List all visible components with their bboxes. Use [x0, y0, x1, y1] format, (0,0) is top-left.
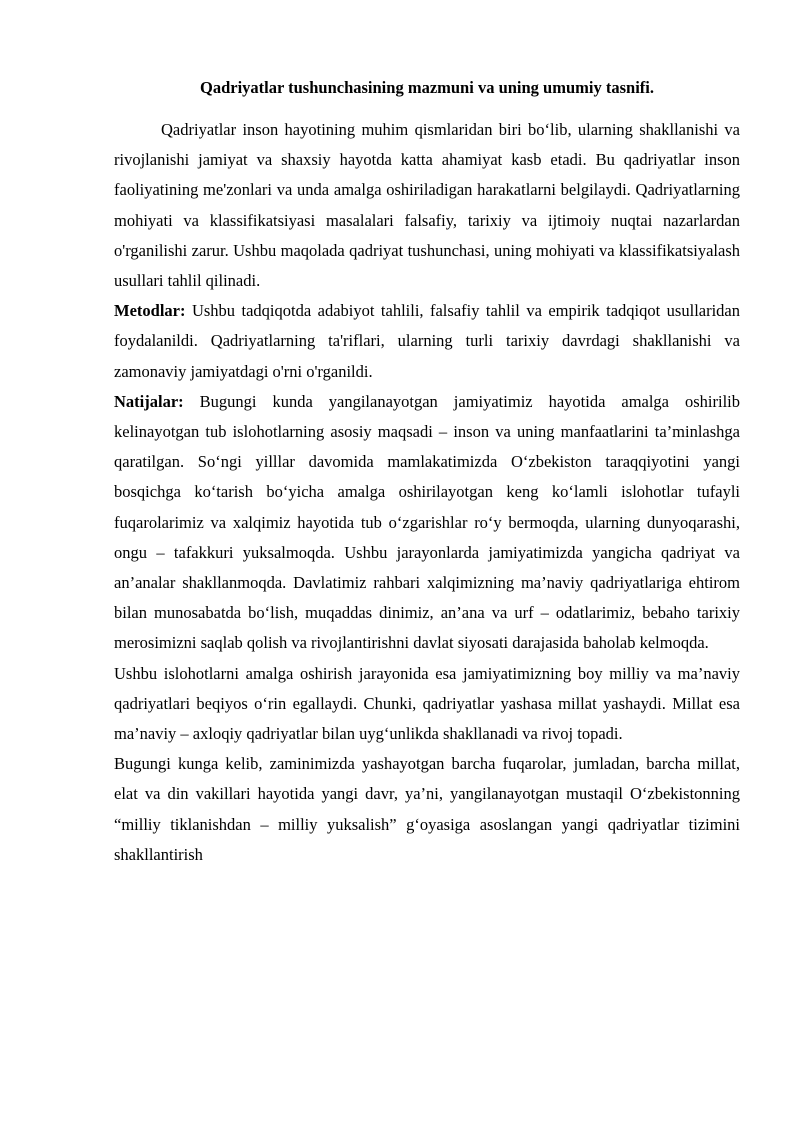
- intro-paragraph: Qadriyatlar inson hayotining muhim qismlaridan biri bo‘lib, ularning shakllanishi va rivojlanishi jamiyat va shaxsiy hayotda katta ahamiyat kasb etadi. Bu qadriyatlar inson faoliyatining me'zonlari va unda amalga oshiriladigan harakatlarni belgilaydi. Qadriyatlarning mohiyati va klassifikatsiyasi masalalari falsafiy, tarixiy va ijtimoiy nuqtai nazarlardan o'rganilishi zarur. Ushbu maqolada qadriyat tushunchasi, uning mohiyati va klassifikatsiyalash usullari tahlil qilinadi.: [114, 120, 740, 291]
- methods-label: Metodlar:: [114, 301, 186, 321]
- methods-text: Ushbu tadqiqotda adabiyot tahlili, falsafiy tahlil va empirik tadqiqot usullaridan foydalanildi. Qadriyatlarning ta'riflari, ularning turli tarixiy davrdagi shakllanishi va zamonaviy jamiyatdagi o'rni o'rganildi.: [114, 301, 740, 381]
- methods-paragraph: [114, 296, 740, 387]
- results-label: Natijalar:: [114, 391, 184, 411]
- results-text: Bugungi kunda yangilanayotgan jamiyatimiz hayotida amalga oshirilib kelinayotgan tub islohotlarning asosiy maqsadi – inson va uning manfaatlarini ta’minlashga qaratilgan. So‘ngi yilllar davomida mamlakatimizda O‘zbekiston taraqqiyotini yangi bosqichga ko‘tarish bo‘yicha amalga oshirilayotgan keng ko‘lamli islohotlar tufayli fuqarolarimiz va xalqimiz hayotida tub o‘zgarishlar ro‘y bermoqda, ularning dunyoqarashi, ongu – tafakkuri yuksalmoqda. Ushbu jarayonlarda jamiyatimizda yangicha qadriyat va an’analar shakllanmoqda. Davlatimiz rahbari xalqimizning ma’naviy qadriyatlariga ehtirom bilan munosabatda bo‘lish, muqaddas dinimiz, an’ana va urf – odatlarimiz, bebaho tarixiy merosimizni saqlab qolish va rivojlantirishni davlat siyosati darajasida baholab kelmoqda.: [114, 391, 740, 653]
- body-paragraph-4: Ushbu islohotlarni amalga oshirish jarayonida esa jamiyatimizning boy milliy va ma’naviy qadriyatlari beqiyos o‘rin egallaydi. Chunki, qadriyatlar yashasa millat yashaydi. Millat esa ma’naviy – axloqiy qadriyatlar bilan uyg‘unlikda shakllanadi va rivoj topadi.: [114, 663, 740, 744]
- document-title: Qadriyatlar tushunchasining mazmuni va uning umumiy tasnifi.: [199, 78, 654, 97]
- body-paragraph-5: Bugungi kunga kelib, zaminimizda yashayotgan barcha fuqarolar, jumladan, barcha millat, elat va din vakillari hayotida yangi davr, ya’ni, yangilanayotgan mustaqil O‘zbekistonning “milliy tiklanishdan – milliy yuksalish” g‘oyasiga asoslangan yangi qadriyatlar tizimini shakllantirish: [114, 754, 740, 864]
- results-paragraph: [114, 387, 740, 659]
- document-page: [114, 74, 740, 870]
